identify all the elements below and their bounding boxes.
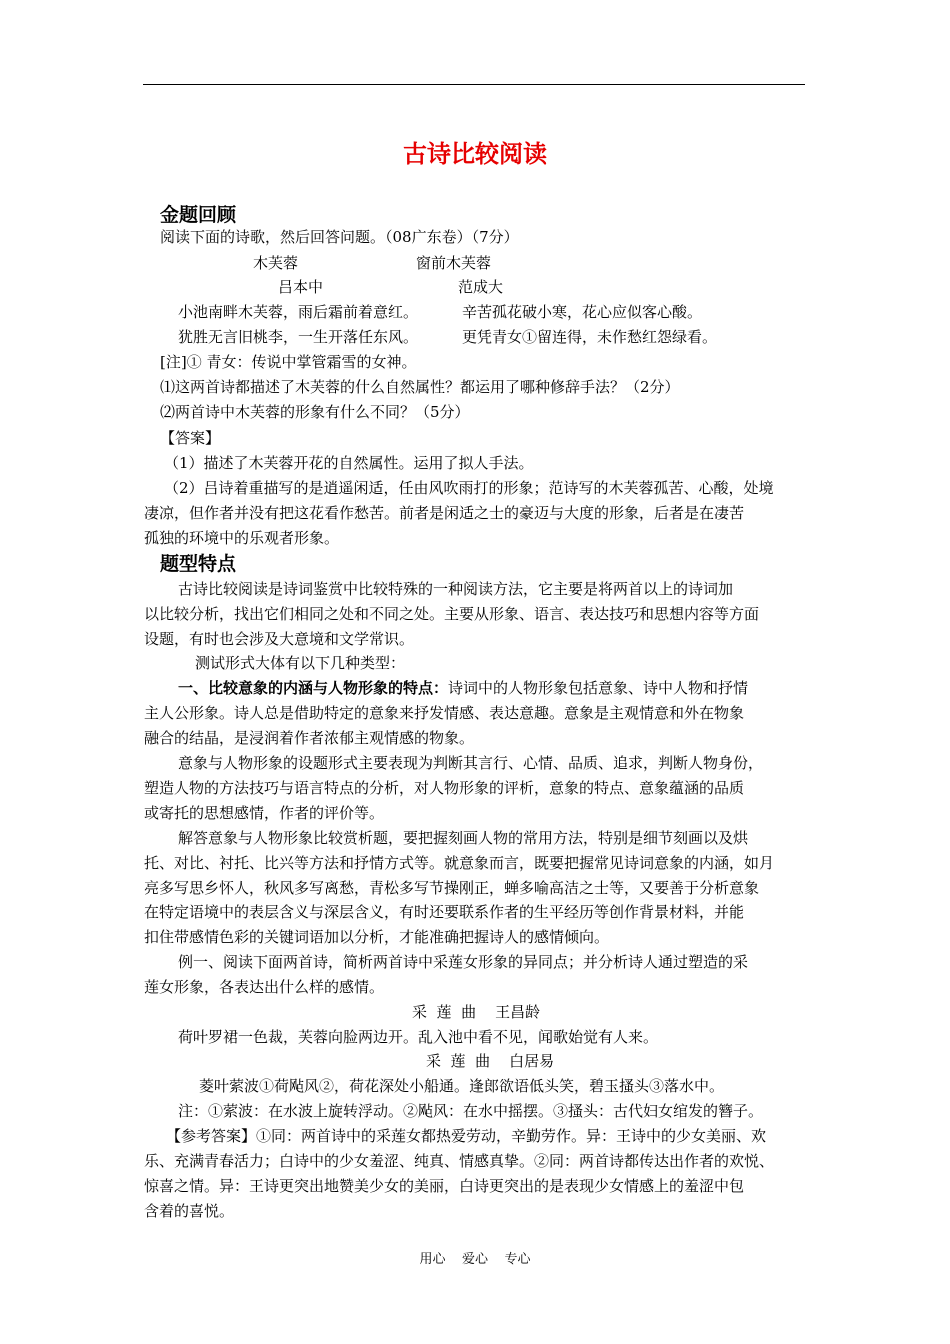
paragraph-line: 古诗比较阅读是诗词鉴赏中比较特殊的一种阅读方法，它主要是将两首以上的诗词加	[178, 580, 734, 598]
example-line: 例一、阅读下面两首诗，简析两首诗中采莲女形象的异同点；并分析诗人通过塑造的采	[178, 953, 749, 971]
header-rule	[143, 84, 805, 85]
paragraph-line: 意象与人物形象的设题形式主要表现为判断其言行、心情、品质、追求，判断人物身份，	[178, 754, 764, 772]
note-text: [注]① 青女：传说中掌管霜雪的女神。	[160, 353, 417, 371]
paragraph-line: 解答意象与人物形象比较赏析题，要把握刻画人物的常用方法，特别是细节刻画以及烘	[178, 829, 749, 847]
page-title: 古诗比较阅读	[403, 140, 547, 168]
reference-answer-line: 含着的喜悦。	[144, 1202, 235, 1220]
paragraph-line: 或寄托的思想感情，作者的评价等。	[144, 804, 385, 822]
paragraph-text: 诗词中的人物形象包括意象、诗中人物和抒情	[448, 679, 749, 697]
paragraph-line: 主人公形象。诗人总是借助特定的意象来抒发情感、表达意趣。意象是主观情意和外在物象	[144, 704, 745, 722]
poem1-author: 吕本中	[278, 278, 324, 296]
reference-answer-line: 乐、充满青春活力；白诗中的少女羞涩、纯真、情感真挚。②同：两首诗都传达出作者的欢悦、	[144, 1152, 775, 1170]
paragraph-line: 以比较分析，找出它们相同之处和不同之处。主要从形象、语言、表达技巧和思想内容等方面	[144, 605, 760, 623]
poem-b-text: 菱叶萦波①荷飐风②，荷花深处小船通。逢郎欲语低头笑，碧玉搔头③落水中。	[199, 1077, 725, 1095]
paragraph-line: 塑造人物的方法技巧与语言特点的分析，对人物形象的评析，意象的特点、意象蕴涵的品质	[144, 779, 745, 797]
section-heading-features: 题型特点	[160, 553, 237, 575]
poem-line: 辛苦孤花破小寒，花心应似客心酸。	[462, 303, 703, 321]
poem-line: 更凭青女①留连得，未作愁红怨绿看。	[462, 328, 718, 346]
poem-note: 注：①萦波：在水波上旋转浮动。②飐风：在水中摇摆。③搔头：古代妇女绾发的簪子。	[178, 1102, 764, 1120]
paragraph-line: 设题，有时也会涉及大意境和文学常识。	[144, 630, 415, 648]
paragraph-line: 扣住带感情色彩的关键词语加以分析，才能准确把握诗人的感情倾向。	[144, 928, 610, 946]
paragraph-line: 托、对比、衬托、比兴等方法和抒情方式等。就意象而言，既要把握常见诗词意象的内涵，如月	[144, 854, 775, 872]
question-2: ⑵两首诗中木芙蓉的形象有什么不同？（5分）	[160, 403, 470, 421]
page-footer: 用心 爱心 专心	[419, 1252, 531, 1267]
intro-text: 阅读下面的诗歌，然后回答问题。（08广东卷）（7分）	[160, 228, 519, 246]
poem2-author: 范成大	[458, 278, 504, 296]
question-1: ⑴这两首诗都描述了木芙蓉的什么自然属性？都运用了哪种修辞手法？（2分）	[160, 378, 680, 396]
reference-answer-line: 惊喜之情。异：王诗更突出地赞美少女的美丽，白诗更突出的是表现少女情感上的羞涩中包	[144, 1177, 745, 1195]
paragraph-line: 在特定语境中的表层含义与深层含义，有时还要联系作者的生平经历等创作背景材料，并能	[144, 903, 745, 921]
paragraph-line: 融合的结晶，是浸润着作者浓郁主观情感的物象。	[144, 729, 475, 747]
poem-a-title: 采 莲 曲 王昌龄	[412, 1003, 541, 1021]
poem1-title: 木芙蓉	[253, 254, 299, 272]
paragraph-line	[178, 679, 748, 697]
section-heading-review: 金题回顾	[160, 204, 237, 226]
bold-subheading: 一、比较意象的内涵与人物形象的特点：	[178, 679, 449, 697]
example-line: 莲女形象，各表达出什么样的感情。	[144, 978, 385, 996]
answer-2-line: （2）吕诗着重描写的是逍遥闲适，任由风吹雨打的形象；范诗写的木芙蓉孤苦、心酸，处境	[164, 479, 774, 497]
poem-line: 犹胜无言旧桃李，一生开落任东风。	[178, 328, 419, 346]
poem2-title: 窗前木芙蓉	[416, 254, 492, 272]
poem-line: 小池南畔木芙蓉，雨后霜前着意红。	[178, 303, 419, 321]
paragraph-line: 亮多写思乡怀人，秋风多写离愁，青松多写节操刚正，蝉多喻高洁之士等，又要善于分析意象	[144, 879, 760, 897]
answer-label: 【答案】	[160, 429, 221, 447]
answer-2-line: 孤独的环境中的乐观者形象。	[144, 529, 340, 547]
answer-1: （1）描述了木芙蓉开花的自然属性。运用了拟人手法。	[164, 454, 534, 472]
paragraph-line: 测试形式大体有以下几种类型：	[195, 654, 406, 672]
answer-2-line: 凄凉，但作者并没有把这花看作愁苦。前者是闲适之士的豪迈与大度的形象，后者是在凄苦	[144, 504, 745, 522]
reference-answer-line: 【参考答案】①同：两首诗中的采莲女都热爱劳动，辛勤劳作。异：王诗中的少女美丽、欢	[166, 1127, 767, 1145]
poem-b-title: 采 莲 曲 白居易	[426, 1052, 555, 1070]
poem-a-text: 荷叶罗裙一色裁，芙蓉向脸两边开。乱入池中看不见，闻歌始觉有人来。	[178, 1028, 659, 1046]
